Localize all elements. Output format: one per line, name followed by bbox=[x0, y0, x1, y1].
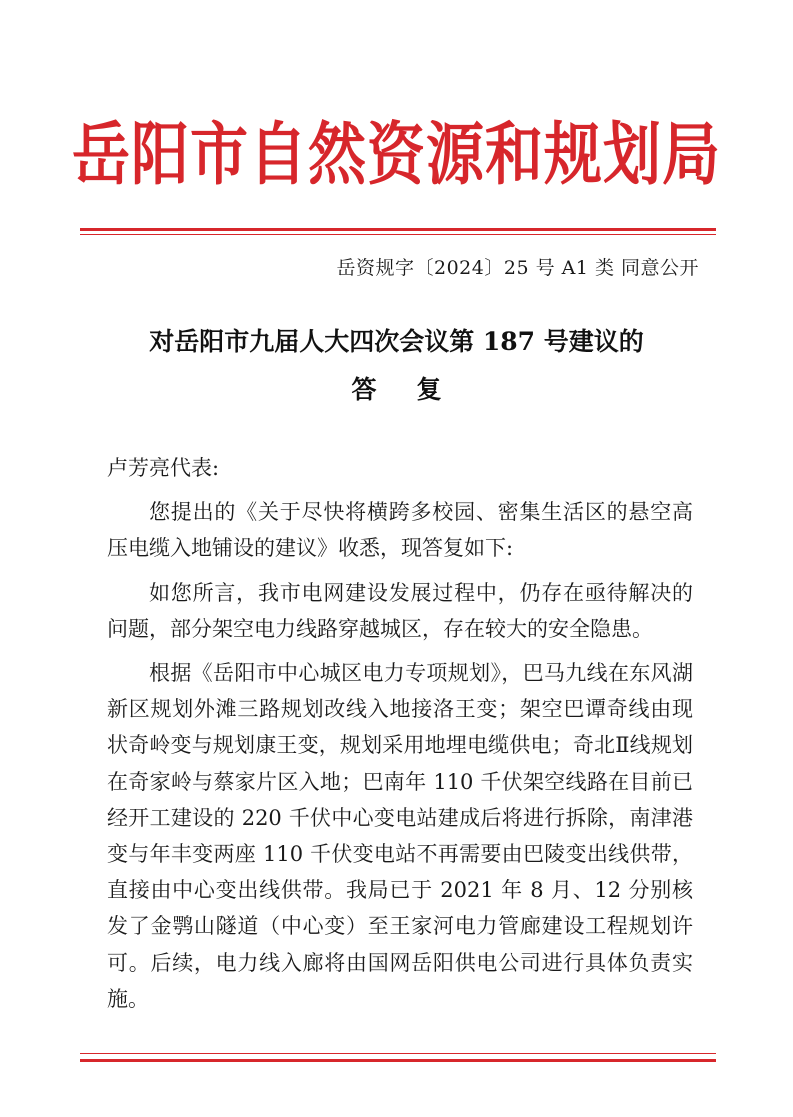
header-divider-thick bbox=[80, 228, 716, 231]
document-title-line1: 对岳阳市九届人大四次会议第 187 号建议的 bbox=[149, 327, 644, 356]
body-paragraph-3: 根据《岳阳市中心城区电力专项规划》，巴马九线在东风湖新区规划外滩三路规划改线入地接洛王变；架空巴谭奇线由现状奇岭变与规划康王变，规划采用地埋电缆供电；奇北Ⅱ线规划在奇家岭与蔡家片区入地；巴南年 110 千伏架空线路在目前已经开工建设的 220 千伏中心变电站建成后将进行拆除，南津港变与年丰变两座 110 千伏变电站不再需要由巴陵变出线供带，直接由中心变出线供带。我局已于 2021 年 8 月、12 分别核发了金鹗山隧道（中心变）至王家河电力管廊建设工程规划许可。后续，电力线入廊将由国网岳阳供电公司进行具体负责实施。 bbox=[107, 661, 693, 1011]
org-masthead: 岳阳市自然资源和规划局 bbox=[71, 114, 721, 195]
document-title-line2: 答复 bbox=[351, 375, 482, 404]
header-divider-thin bbox=[80, 234, 716, 235]
body-paragraph-1: 您提出的《关于尽快将横跨多校园、密集生活区的悬空高压电缆入地铺设的建议》收悉，现答复如下: bbox=[107, 500, 693, 561]
document-number: 岳资规字〔2024〕25 号 A1 类 同意公开 bbox=[336, 257, 699, 279]
footer-divider-thin bbox=[80, 1053, 716, 1054]
body-paragraph-2: 如您所言，我市电网建设发展过程中，仍存在亟待解决的问题，部分架空电力线路穿越城区，存在较大的安全隐患。 bbox=[107, 580, 693, 641]
salutation: 卢芳亮代表: bbox=[107, 456, 220, 480]
footer-divider-thick bbox=[80, 1059, 716, 1062]
document-body bbox=[107, 450, 693, 1025]
